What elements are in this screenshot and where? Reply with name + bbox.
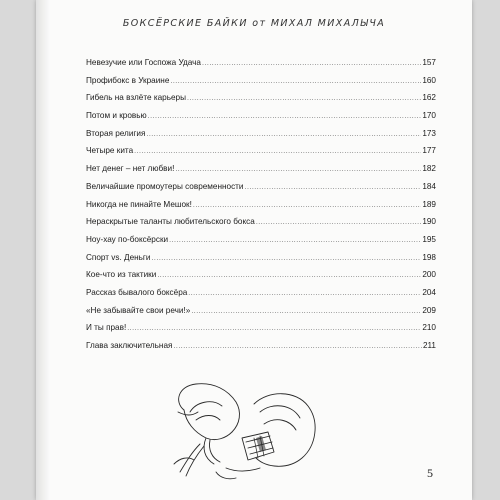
toc-leader-dots <box>148 113 422 120</box>
toc-title: Потом и кровью <box>86 111 147 121</box>
toc-title: Вторая религия <box>86 128 146 138</box>
toc-row <box>86 306 436 324</box>
toc-page-number: 190 <box>422 217 436 227</box>
toc-page-number: 173 <box>422 128 436 138</box>
toc-row <box>86 200 436 218</box>
toc-page-number: 184 <box>422 181 436 191</box>
toc-row <box>86 235 436 253</box>
toc-title: Нераскрытые таланты любительского бокса <box>86 217 255 227</box>
toc-row <box>86 164 436 182</box>
toc-title: Глава заключительная <box>86 341 173 350</box>
boxing-gloves-sketch-icon <box>156 372 336 487</box>
toc-leader-dots <box>146 131 421 138</box>
toc-title: Гибель на взлёте карьеры <box>86 93 186 103</box>
toc-title: Невезучие или Госпожа Удача <box>86 58 201 67</box>
toc-page-number: 204 <box>422 287 436 297</box>
toc-row <box>86 58 436 76</box>
toc-row <box>86 323 436 341</box>
toc-title: Четыре кита <box>86 146 134 156</box>
toc-leader-dots <box>193 202 421 209</box>
toc-row <box>86 93 436 111</box>
toc-leader-dots <box>157 272 421 279</box>
toc-leader-dots <box>127 325 421 332</box>
toc-page-number: 160 <box>422 75 436 85</box>
toc-leader-dots <box>256 219 422 226</box>
toc-row <box>86 111 436 129</box>
toc-title: «Не забывайте свои речи!» <box>86 305 191 315</box>
toc-page-number: 210 <box>422 323 436 333</box>
toc-row <box>86 217 436 235</box>
toc-row <box>86 253 436 271</box>
toc-row <box>86 76 436 94</box>
toc-page-number: 195 <box>422 234 436 244</box>
toc-leader-dots <box>175 166 421 173</box>
toc-title: Рассказ бывалого боксёра <box>86 287 188 297</box>
toc-row <box>86 129 436 147</box>
toc-page-number: 157 <box>422 58 436 67</box>
toc-row <box>86 270 436 288</box>
toc-page-number: 177 <box>422 146 436 156</box>
toc-title: Кое-что из тактики <box>86 270 157 280</box>
toc-title: Спорт vs. Деньги <box>86 252 151 262</box>
toc-page-number: 211 <box>422 341 436 350</box>
toc-row <box>86 341 436 359</box>
toc-page-number: 170 <box>422 111 436 121</box>
toc-leader-dots <box>170 78 421 85</box>
toc-title: Профибокс в Украине <box>86 75 170 85</box>
toc-row <box>86 182 436 200</box>
toc-page-number: 198 <box>422 252 436 262</box>
toc-page-number: 209 <box>422 305 436 315</box>
toc-title: Нет денег – нет любви! <box>86 164 175 174</box>
page-binding-shadow <box>36 0 50 500</box>
toc-leader-dots <box>202 60 421 67</box>
toc-page-number: 182 <box>422 164 436 174</box>
toc-row <box>86 288 436 306</box>
table-of-contents <box>86 58 436 359</box>
toc-page-number: 189 <box>422 199 436 209</box>
toc-leader-dots <box>245 184 422 191</box>
toc-row <box>86 146 436 164</box>
toc-title: Ноу-хау по-боксёрски <box>86 234 169 244</box>
toc-leader-dots <box>169 237 421 244</box>
toc-title: Величайшие промоутеры современности <box>86 181 244 191</box>
toc-leader-dots <box>151 255 421 262</box>
toc-leader-dots <box>188 290 421 297</box>
toc-title: И ты прав! <box>86 323 127 333</box>
book-page <box>36 0 472 500</box>
toc-leader-dots <box>173 343 421 350</box>
toc-page-number: 162 <box>422 93 436 103</box>
toc-title: Никогда не пинайте Мешок! <box>86 199 192 209</box>
running-header: БОКСЁРСКИЕ БАЙКИ от МИХАЛ МИХАЛЫЧА <box>122 18 386 29</box>
toc-leader-dots <box>134 148 421 155</box>
toc-page-number: 200 <box>422 270 436 280</box>
page-number: 5 <box>427 466 433 480</box>
toc-leader-dots <box>191 308 421 315</box>
toc-leader-dots <box>187 95 421 102</box>
